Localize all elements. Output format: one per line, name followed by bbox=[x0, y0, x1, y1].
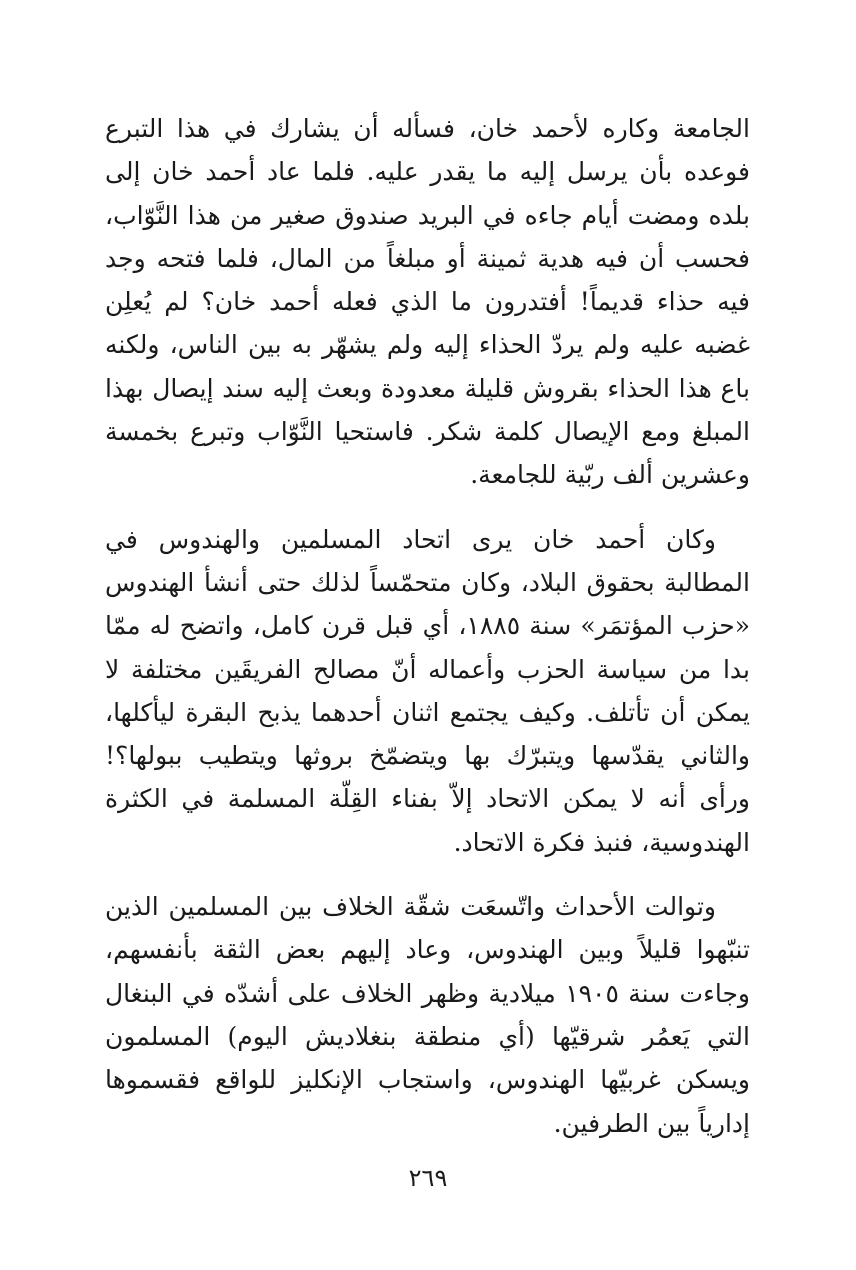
paragraph-2: وكان أحمد خان يرى اتحاد المسلمين والهندوس في المطالبة بحقوق البلاد، وكان متحمّساً لذلك حتى أنشأ الهندوس «حزب المؤتمَر» سنة ١٨٨٥، أي قبل قرن كامل، واتضح له ممّا بدا من سياسة الحزب وأعماله أنّ مصالح الفريقَين مختلفة لا يمكن أن تأتلف. وكيف يجتمع اثنان أحدهما يذبح البقرة ليأكلها، والثاني يقدّسها ويتبرّك بها ويتضمّخ بروثها ويتطيب ببولها؟! ورأى أنه لا يمكن الاتحاد إلاّ بفناء القِلّة المسلمة في الكثرة الهندوسية، فنبذ فكرة الاتحاد. bbox=[105, 524, 750, 857]
body-text bbox=[105, 107, 750, 1166]
paragraph-1: الجامعة وكاره لأحمد خان، فسأله أن يشارك في هذا التبرع فوعده بأن يرسل إليه ما يقدر عليه. فلما عاد أحمد خان إلى بلده ومضت أيام جاءه في البريد صندوق صغير من هذا النَّوّاب، فحسب أن فيه هدية ثمينة أو مبلغاً من المال، فلما فتحه وجد فيه حذاء قديماً! أفتدرون ما الذي فعله أحمد خان؟ لم يُعلِن غضبه عليه ولم يردّ الحذاء إليه ولم يشهّر به بين الناس، ولكنه باع هذا الحذاء بقروش قليلة معدودة وبعث إليه سند إيصال بهذا المبلغ ومع الإيصال كلمة شكر. فاستحيا النَّوّاب وتبرع بخمسة وعشرين ألف ربّية للجامعة. bbox=[105, 114, 750, 490]
paragraph-3: وتوالت الأحداث واتّسعَت شقّة الخلاف بين المسلمين الذين تنبّهوا قليلاً وبين الهندوس، وعاد إليهم بعض الثقة بأنفسهم، وجاءت سنة ١٩٠٥ ميلادية وظهر الخلاف على أشدّه في البنغال التي يَعمُر شرقيّها (أي منطقة بنغلاديش اليوم) المسلمون ويسكن غربيّها الهندوس، واستجاب الإنكليز للواقع فقسموها إدارياً بين الطرفين. bbox=[105, 892, 750, 1138]
page-number: ٢٦٩ bbox=[408, 1164, 448, 1192]
